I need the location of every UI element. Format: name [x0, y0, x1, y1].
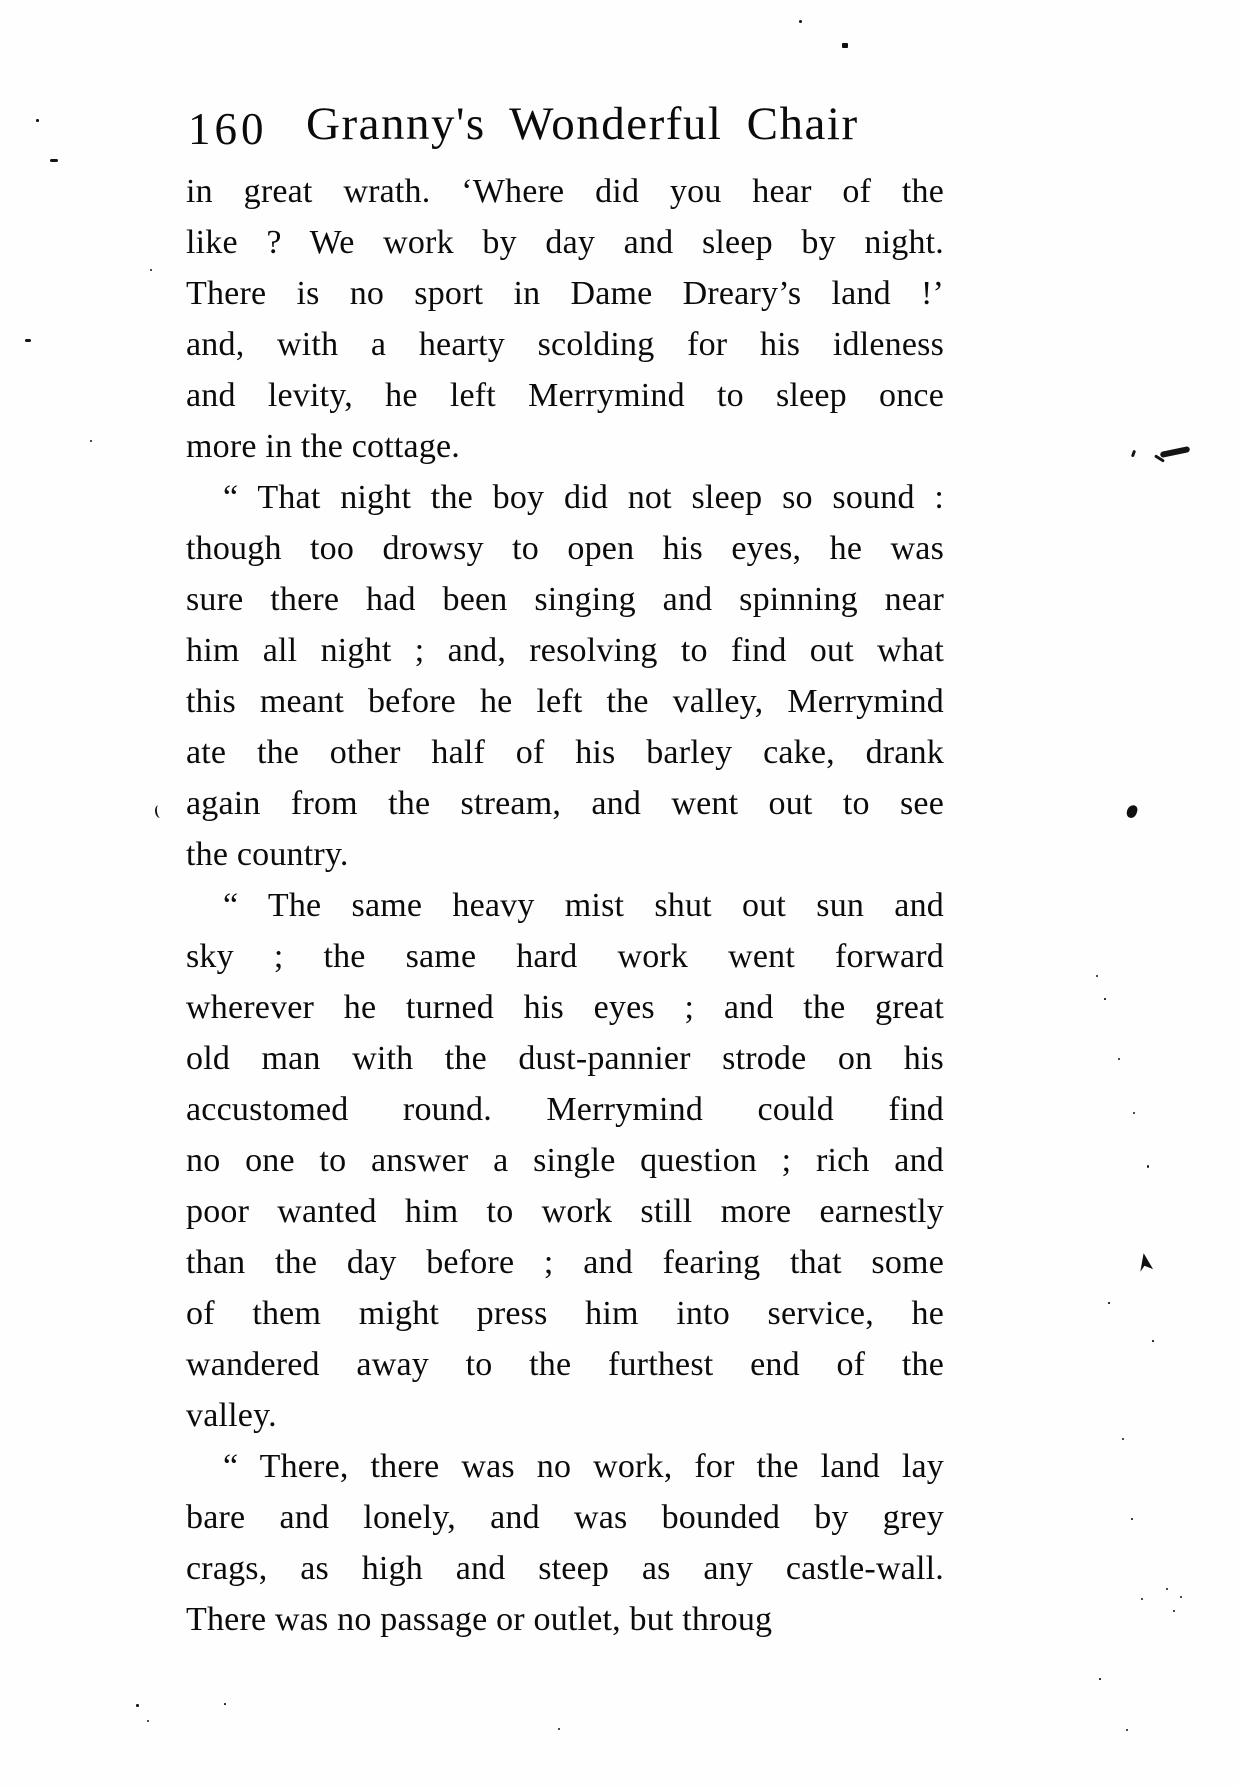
scan-speck — [150, 269, 152, 271]
scan-speck — [90, 440, 92, 442]
text-line: and levity, he left Merrymind to sleep once — [186, 377, 944, 414]
text-line: again from the stream, and went out to see — [186, 785, 944, 822]
scan-speck — [1133, 1112, 1135, 1114]
text-line: old man with the dust-pannier strode on his — [186, 1040, 944, 1077]
scan-speck — [842, 43, 848, 48]
text-line: sure there had been singing and spinning near — [186, 581, 944, 618]
scan-speck — [1126, 1729, 1128, 1731]
text-line: There was no passage or outlet, but throug — [186, 1601, 773, 1638]
scan-speck — [1096, 975, 1098, 977]
text-line: and, with a hearty scolding for his idleness — [186, 326, 944, 363]
scan-speck — [1180, 1596, 1182, 1598]
scan-speck — [1122, 1438, 1124, 1440]
running-title: Granny's Wonderful Chair — [306, 98, 859, 150]
text-line: than the day before ; and fearing that some — [186, 1244, 944, 1281]
scan-speck — [147, 1720, 149, 1722]
stray-quote-mark — [154, 804, 165, 818]
ink-squiggle-mark — [1160, 446, 1191, 458]
text-line: him all night ; and, resolving to find out what — [186, 632, 944, 669]
text-line: of them might press him into service, he — [186, 1295, 944, 1332]
scan-speck — [1131, 1518, 1133, 1520]
text-line: valley. — [186, 1397, 277, 1434]
text-line: more in the cottage. — [186, 428, 461, 465]
scan-speck — [1131, 450, 1136, 457]
scan-speck — [136, 1704, 139, 1707]
text-line: ate the other half of his barley cake, drank — [186, 734, 944, 771]
text-line: the country. — [186, 836, 349, 873]
scan-speck — [1173, 1610, 1175, 1612]
text-line: in great wrath. ‘Where did you hear of the — [186, 173, 944, 210]
text-line: crags, as high and steep as any castle-wall. — [186, 1550, 944, 1587]
scan-speck — [1141, 1598, 1143, 1600]
text-line: this meant before he left the valley, Merrymind — [186, 683, 944, 720]
page-header — [0, 97, 1239, 159]
text-line: There is no sport in Dame Dreary’s land !’ — [186, 275, 944, 312]
text-line: no one to answer a single question ; rich and — [186, 1142, 944, 1179]
page-number: 160 — [188, 104, 268, 154]
scan-speck — [1147, 1165, 1149, 1168]
scan-speck — [36, 119, 39, 122]
text-line: sky ; the same hard work went forward — [186, 938, 944, 975]
text-line: wandered away to the furthest end of the — [186, 1346, 944, 1383]
text-line: though too drowsy to open his eyes, he was — [186, 530, 944, 567]
text-line: “ That night the boy did not sleep so sound : — [223, 479, 944, 516]
scan-speck — [799, 20, 802, 23]
scan-speck — [1108, 1302, 1110, 1304]
text-line: wherever he turned his eyes ; and the great — [186, 989, 944, 1026]
scan-speck — [1152, 1340, 1154, 1342]
text-line: poor wanted him to work still more earnestly — [186, 1193, 944, 1230]
scan-speck — [1166, 1588, 1168, 1590]
text-line: like ? We work by day and sleep by night. — [186, 224, 944, 261]
scan-speck — [224, 1703, 226, 1705]
text-line: accustomed round. Merrymind could find — [186, 1091, 944, 1128]
scan-speck — [1118, 1058, 1120, 1060]
scan-speck — [25, 339, 31, 342]
ink-blot — [1138, 1252, 1153, 1272]
scan-speck — [50, 159, 58, 162]
scan-speck — [1104, 998, 1106, 1000]
text-line: “ There, there was no work, for the land lay — [223, 1448, 944, 1485]
text-block — [186, 166, 944, 1645]
text-line: bare and lonely, and was bounded by grey — [186, 1499, 944, 1536]
ink-blot — [1126, 804, 1139, 819]
scan-speck — [1099, 1678, 1101, 1680]
text-line: “ The same heavy mist shut out sun and — [223, 887, 944, 924]
scan-speck — [558, 1728, 560, 1730]
